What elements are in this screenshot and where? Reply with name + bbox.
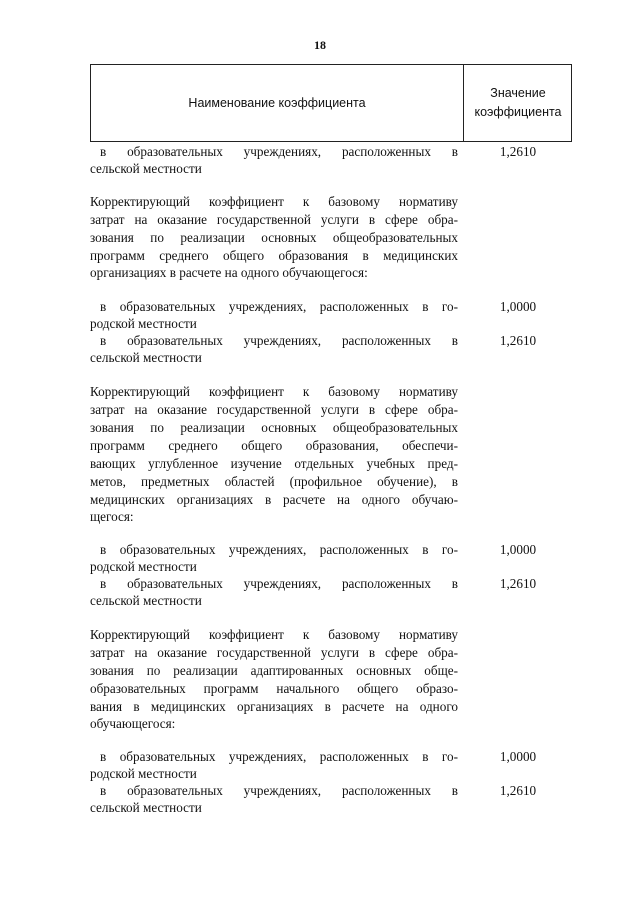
entry-rural-1-line2: сельской местности (90, 161, 202, 176)
block3-rural-line2: сельской местности (90, 800, 202, 815)
block2-urban-value: 1,0000 (499, 542, 537, 557)
entry-rural-1-line1: в образовательных учреждениях, расположенных в (100, 144, 458, 159)
block3-line4: образовательных программ начального общего образо- (90, 681, 458, 696)
table-header (90, 64, 572, 142)
block1-line5: организациях в расчете на одного обучающегося: (90, 265, 368, 280)
block1-line3: зования по реализации основных общеобразовательных (90, 230, 458, 245)
block3-urban-line1: в образовательных учреждениях, расположенных в го- (100, 749, 458, 764)
block1-rural-value: 1,2610 (499, 333, 537, 348)
block1-rural-line1: в образовательных учреждениях, расположенных в (100, 333, 458, 348)
block2-line8: щегося: (90, 509, 134, 524)
block2-line3: зования по реализации основных общеобразовательных (90, 420, 458, 435)
block1-line1: Корректирующий коэффициент к базовому нормативу (90, 194, 458, 209)
block3-line6: обучающегося: (90, 716, 176, 731)
block2-line2: затрат на оказание государственной услуги в сфере обра- (90, 402, 458, 417)
block3-urban-value: 1,0000 (499, 749, 537, 764)
block2-rural-line1: в образовательных учреждениях, расположенных в (100, 576, 458, 591)
header-value-column (464, 65, 572, 141)
block1-urban-line2: родской местности (90, 316, 197, 331)
block1-line2: затрат на оказание государственной услуги в сфере обра- (90, 212, 458, 227)
block2-urban-line1: в образовательных учреждениях, расположенных в го- (100, 542, 458, 557)
block3-line3: зования по реализации адаптированных основных обще- (90, 663, 458, 678)
block3-rural-value: 1,2610 (499, 783, 537, 798)
block2-rural-value: 1,2610 (499, 576, 537, 591)
header-value-line1: Значение (490, 86, 546, 100)
block3-line1: Корректирующий коэффициент к базовому нормативу (90, 627, 458, 642)
block2-line6: метов, предметных областей (профильное обучение), в (90, 474, 458, 489)
block3-urban-line2: родской местности (90, 766, 197, 781)
page-number: 18 (314, 38, 326, 52)
block3-line5: вания в медицинских организациях в расчете на одного (90, 699, 458, 714)
block2-line5: вающих углубленное изучение отдельных учебных пред- (90, 456, 458, 471)
block2-line1: Корректирующий коэффициент к базовому нормативу (90, 384, 458, 399)
header-name-column: Наименование коэффициента (188, 96, 366, 110)
entry-rural-1-value: 1,2610 (499, 144, 537, 159)
block3-line2: затрат на оказание государственной услуги в сфере обра- (90, 645, 458, 660)
block1-rural-line2: сельской местности (90, 350, 202, 365)
block1-urban-value: 1,0000 (499, 299, 537, 314)
block2-urban-line2: родской местности (90, 559, 197, 574)
block1-line4: программ среднего общего образования в медицинских (90, 248, 458, 263)
block2-rural-line2: сельской местности (90, 593, 202, 608)
block3-rural-line1: в образовательных учреждениях, расположенных в (100, 783, 458, 798)
block2-line4: программ среднего общего образования, обеспечи- (90, 438, 458, 453)
block1-urban-line1: в образовательных учреждениях, расположенных в го- (100, 299, 458, 314)
header-value-line2: коэффициента (474, 105, 562, 119)
block2-line7: медицинских организациях в расчете на одного обучаю- (90, 492, 458, 507)
